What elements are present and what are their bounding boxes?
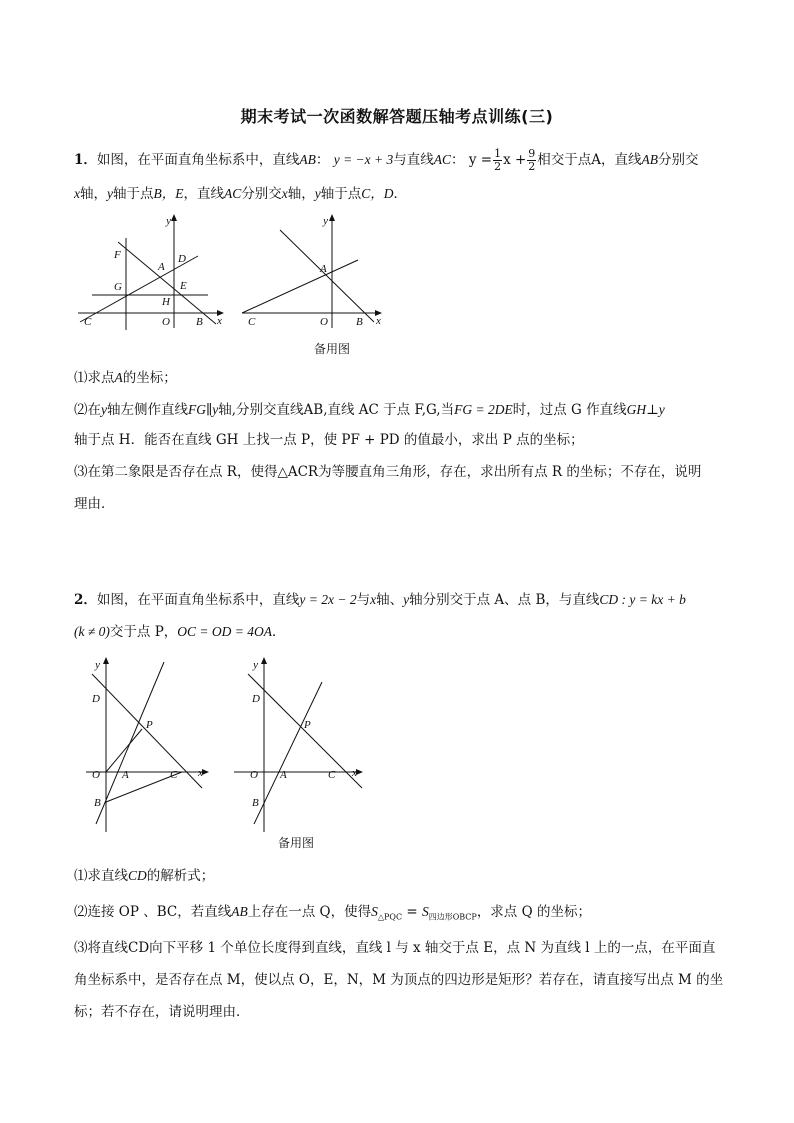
q1-intro-line2: x轴，y轴于点B，E，直线AC分别交x轴，y轴于点C，D． [74, 186, 408, 202]
q1-var: AB [299, 152, 316, 167]
q1-figure-main [74, 212, 234, 330]
label-b: B [252, 797, 259, 809]
label-a: A [122, 769, 129, 781]
x-axis-arrow-icon [356, 769, 363, 775]
y-axis-arrow-icon [261, 657, 267, 664]
line-ab [280, 230, 374, 322]
q2-part3-line1: ⑶将直线CD向下平移 1 个单位长度得到直线，直线 l 与 x 轴交于点 E，点 N 为直线 l 上的一点，在平面直 [74, 940, 716, 956]
page-title: 期末考试一次函数解答题压轴考点训练(三) [240, 107, 554, 126]
label-c: C [84, 316, 92, 328]
q1-line-ab-eq: y = −x + 3 [333, 152, 394, 167]
label-a: A [280, 769, 287, 781]
label-c: C [248, 316, 256, 328]
label-x: x [217, 315, 222, 327]
label-d: D [92, 693, 100, 705]
label-x: x [376, 315, 381, 327]
label-o: O [250, 769, 258, 781]
line-ac [242, 260, 358, 313]
label-o: O [320, 316, 328, 328]
q1-part2-line1: ⑵在y轴左侧作直线FG∥y轴,分别交直线AB,直线 AC 于点 F,G,当FG = 2DE时，过点 G 作直线GH⊥y [74, 402, 665, 418]
q1-part3-line2: 理由． [74, 496, 115, 512]
label-d: D [252, 693, 260, 705]
label-y: y [253, 659, 258, 671]
q1-text: x + [503, 152, 527, 168]
q1-intro-line1 [74, 148, 734, 173]
label-x: x [352, 767, 357, 779]
label-c: C [170, 769, 178, 781]
q2-part1: ⑴求直线CD的解析式； [74, 868, 215, 884]
label-y: y [166, 215, 171, 227]
x-axis-arrow-icon [202, 769, 209, 775]
y-axis-arrow-icon [171, 214, 177, 221]
q2-figure-main [86, 654, 218, 834]
q2-part3-line3: 标；若不存在，请说明理由． [74, 1004, 250, 1020]
q1-figure-caption: 备用图 [314, 342, 351, 356]
q1-part2-line2: 轴于点 H．能否在直线 GH 上找一点 P，使 PF + PD 的值最小，求出 P 点的坐标； [74, 432, 584, 448]
q2-intro-line1: 2．如图，在平面直角坐标系中，直线y = 2x − 2与x轴、y轴分别交于点 A、点 B，与直线CD : y = kx + b [74, 592, 686, 608]
label-b: B [356, 316, 363, 328]
segment-op [106, 729, 142, 772]
label-o: O [92, 769, 100, 781]
label-o: O [162, 316, 170, 328]
label-h: H [162, 296, 170, 308]
q1-part3-line1: ⑶在第二象限是否存在点 R，使得△ACR为等腰直角三角形，存在，求出所有点 R 的坐标；不存在，说明 [74, 464, 702, 480]
q2-number: 2． [74, 592, 97, 608]
q1-text: 如图，在平面直角坐标系中，直线 [96, 152, 300, 168]
label-d: D [178, 253, 186, 265]
label-a: A [158, 261, 165, 273]
q1-figure-backup [238, 212, 390, 330]
label-p: P [146, 719, 153, 731]
label-b: B [196, 316, 203, 328]
q1-part1: ⑴求点A的坐标； [74, 370, 177, 386]
q2-figure-caption: 备用图 [278, 836, 315, 850]
y-axis-arrow-icon [103, 657, 109, 664]
q2-intro-line2: (k ≠ 0)交于点 P，OC = OD = 4OA． [74, 624, 286, 640]
q1-line-ac-eq: y = [468, 152, 493, 168]
label-c: C [328, 769, 336, 781]
label-f: F [114, 249, 121, 261]
q1-text: 相交于点A，直线 [537, 152, 642, 168]
y-axis-arrow-icon [329, 214, 335, 221]
q1-var: AC [433, 152, 452, 167]
label-g: G [114, 281, 122, 293]
label-y: y [323, 215, 328, 227]
q1-text: ： [451, 152, 465, 168]
q2-part2: ⑵连接 OP 、BC，若直线AB上存在一点 Q，使得$S_{\triangle PQC} = S_{四边形OBCP}$，求点 Q 的坐标； [74, 904, 591, 922]
line-ab [118, 242, 216, 324]
label-a: A [320, 263, 327, 275]
label-y: y [95, 659, 100, 671]
line-cd [248, 674, 362, 788]
q2-part3-line2: 角坐标系中，是否存在点 M，使以点 O，E，N，M 为顶点的四边形是矩形？若存在，请直接写出点 M 的坐 [74, 972, 724, 988]
q1-fraction-nine-half: $\frac{9}{2}$ [528, 147, 536, 173]
q1-text: ： [315, 152, 330, 168]
label-e: E [180, 280, 187, 292]
q1-number: 1． [74, 152, 97, 168]
q1-text: 与直线 [393, 152, 434, 168]
label-b: B [94, 797, 101, 809]
q1-fraction-half: $\frac{1}{2}$ [494, 147, 502, 173]
q1-var: AB [641, 152, 659, 167]
q2-figure-backup [234, 654, 368, 834]
line-cd [92, 674, 202, 788]
label-p: P [304, 719, 311, 731]
q1-text: 分别交 [658, 152, 699, 168]
label-x: x [198, 767, 203, 779]
